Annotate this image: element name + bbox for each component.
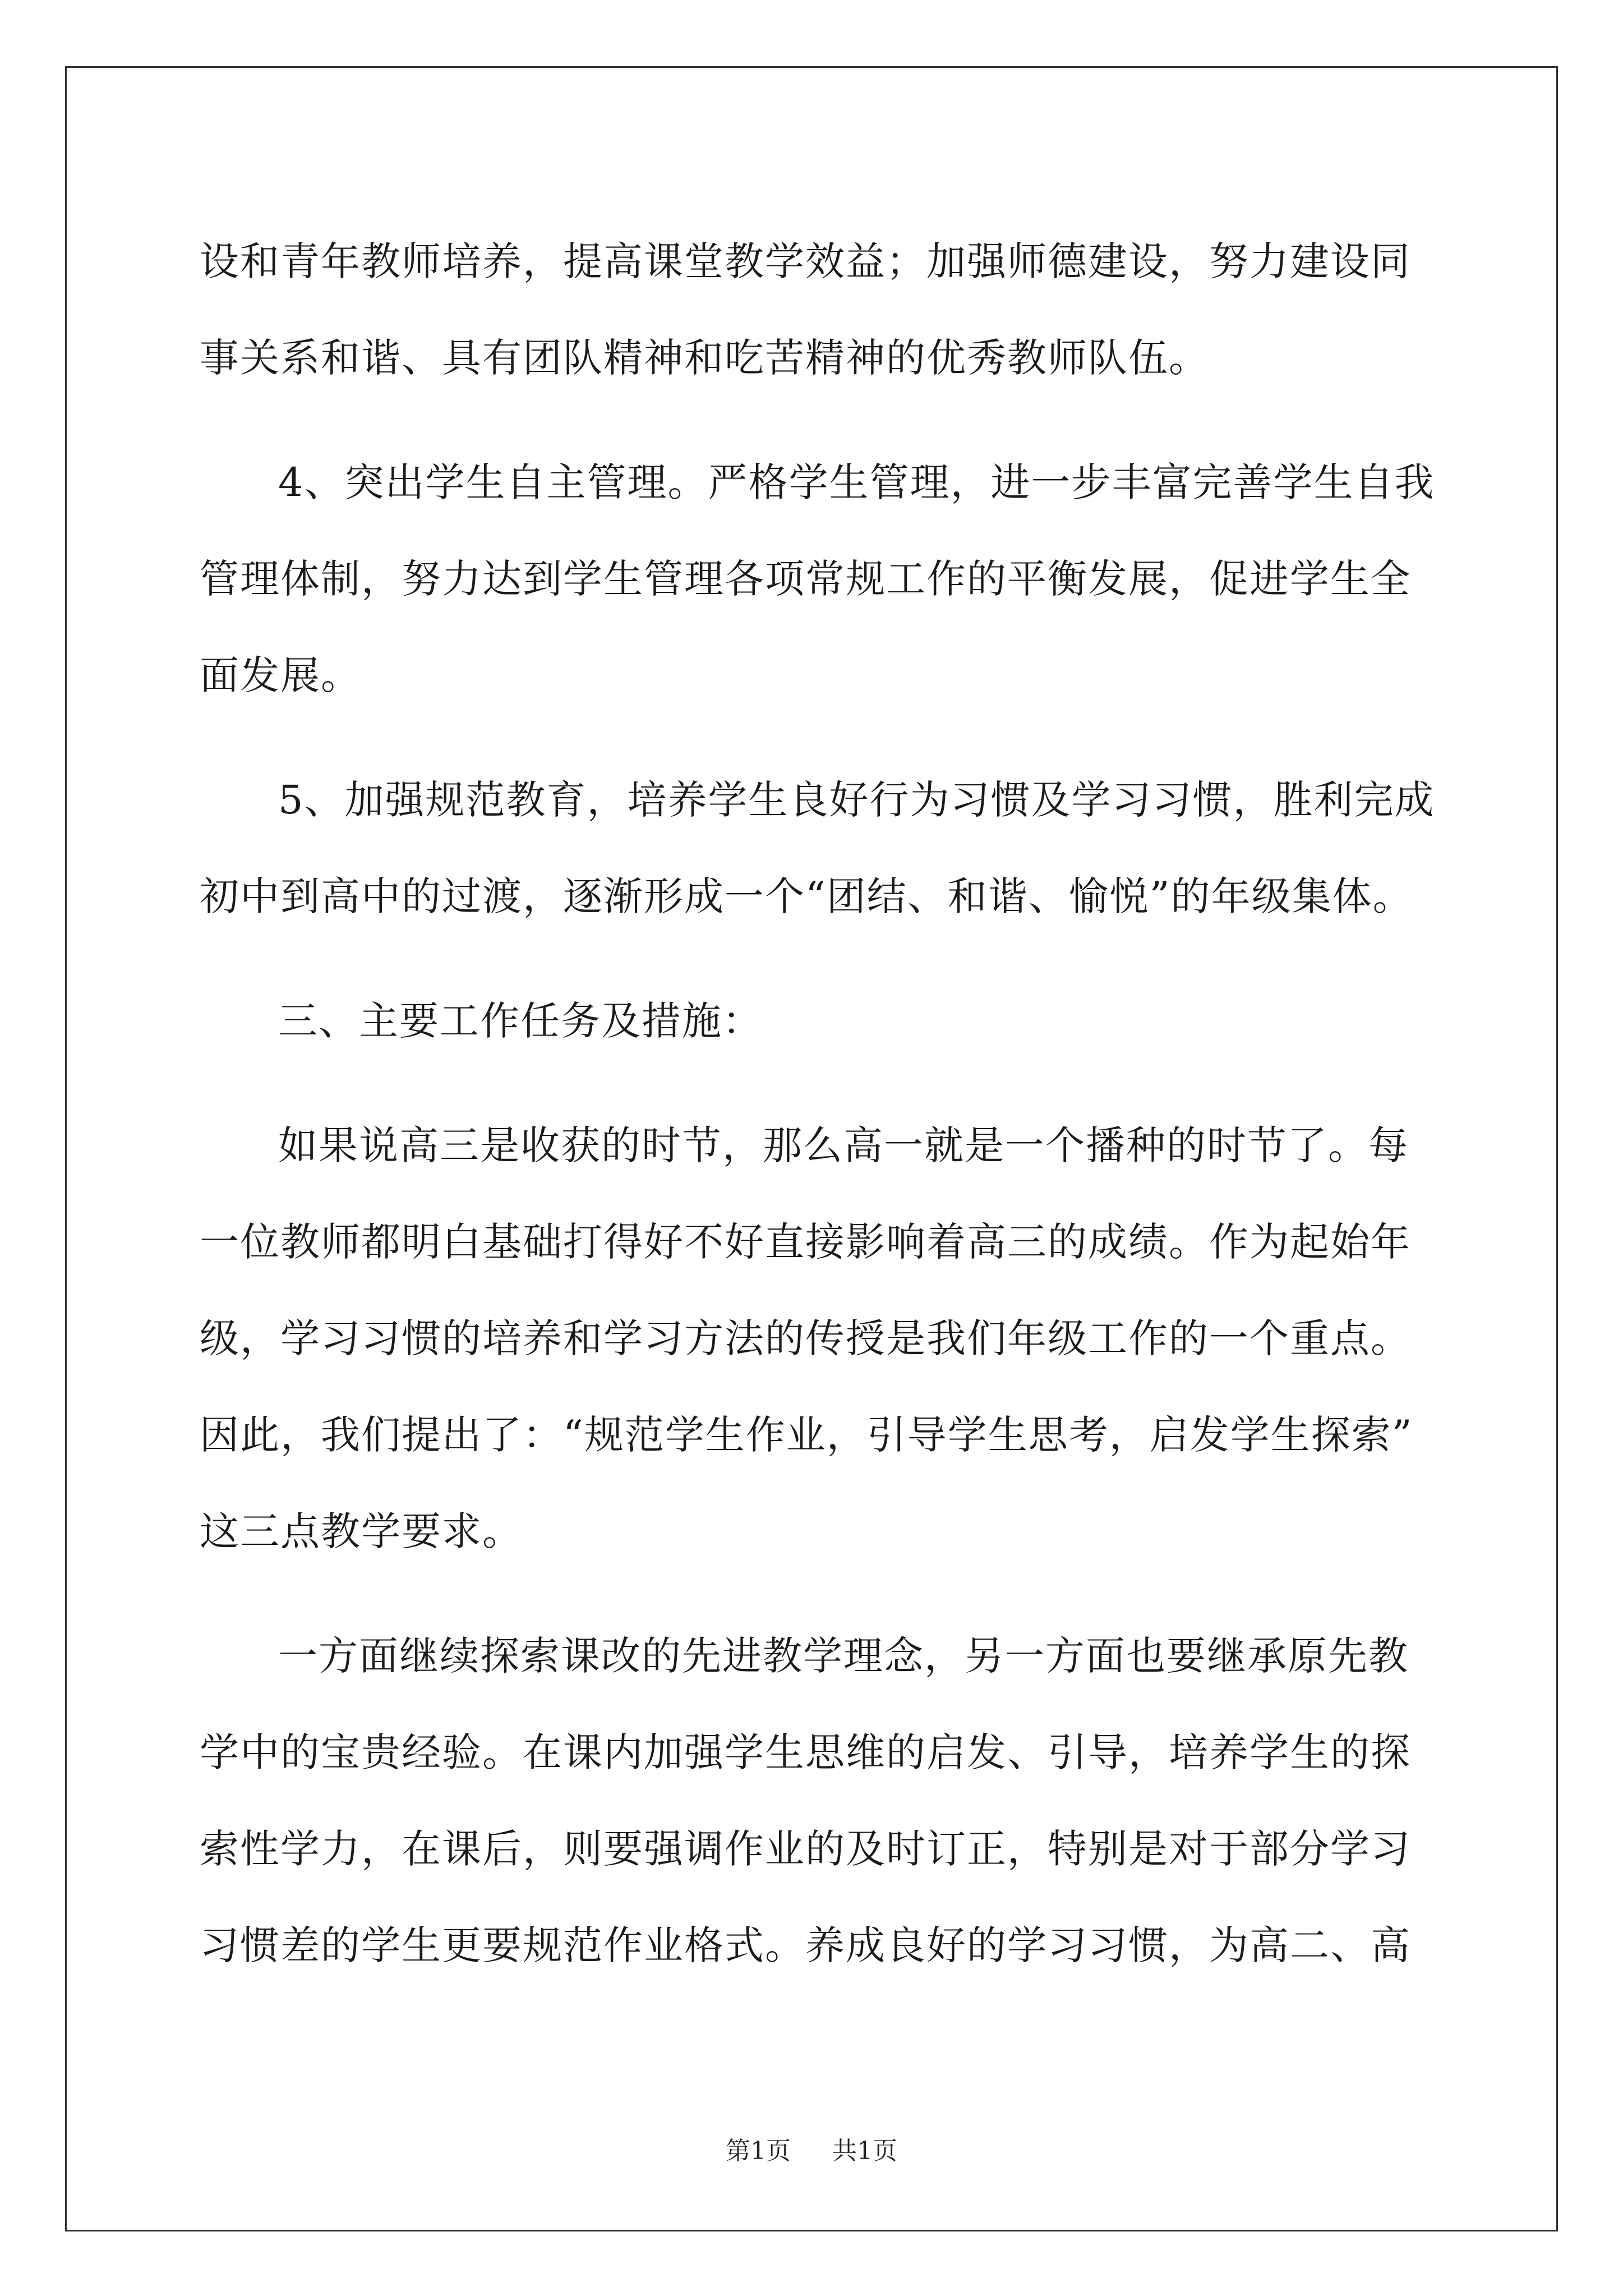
text-line: 4、突出学生自主管理。严格学生管理，进一步丰富完善学生自我 (278, 459, 1435, 505)
text-line: 管理体制，努力达到学生管理各项常规工作的平衡发展，促进学生全 (200, 556, 1411, 602)
paragraph (200, 213, 1433, 406)
text-line: 因此，我们提出了：“规范学生作业，引导学生思考，启发学生探索” (200, 1412, 1413, 1458)
text-line: 设和青年教师培养，提高课堂教学效益；加强师德建设，努力建设同 (200, 238, 1411, 284)
section-heading (200, 973, 1433, 1069)
paragraph (200, 752, 1433, 945)
text-line: 面发展。 (200, 652, 361, 698)
page-number: 第1页 (726, 2137, 791, 2165)
text-line: 习惯差的学生更要规范作业格式。养成良好的学习习惯，为高二、高 (200, 1922, 1411, 1968)
text-line: 学中的宝贵经验。在课内加强学生思维的启发、引导，培养学生的探 (200, 1729, 1411, 1775)
text-line: 一位教师都明白基础打得好不好直接影响着高三的成绩。作为起始年 (200, 1219, 1411, 1265)
paragraph (200, 1097, 1433, 1580)
text-line: 初中到高中的过渡，逐渐形成一个“团结、和谐、愉悦”的年级集体。 (200, 873, 1413, 919)
paragraph (200, 434, 1433, 724)
document-body (200, 213, 1433, 2022)
page-total: 共1页 (832, 2137, 897, 2165)
text-line: 级，学习习惯的培养和学习方法的传授是我们年级工作的一个重点。 (200, 1315, 1411, 1361)
text-line: 5、加强规范教育，培养学生良好行为习惯及学习习惯，胜利完成 (278, 777, 1435, 823)
text-line: 三、主要工作任务及措施： (278, 998, 763, 1044)
text-line: 这三点教学要求。 (200, 1508, 523, 1554)
page-footer (0, 2131, 1623, 2166)
text-line: 事关系和谐、具有团队精神和吃苦精神的优秀教师队伍。 (200, 335, 1209, 381)
text-line: 一方面继续探索课改的先进教学理念，另一方面也要继承原先教 (278, 1633, 1409, 1679)
paragraph (200, 1608, 1433, 1994)
text-line: 如果说高三是收获的时节，那么高一就是一个播种的时节了。每 (278, 1122, 1409, 1168)
text-line: 索性学力，在课后，则要强调作业的及时订正，特别是对于部分学习 (200, 1826, 1411, 1872)
